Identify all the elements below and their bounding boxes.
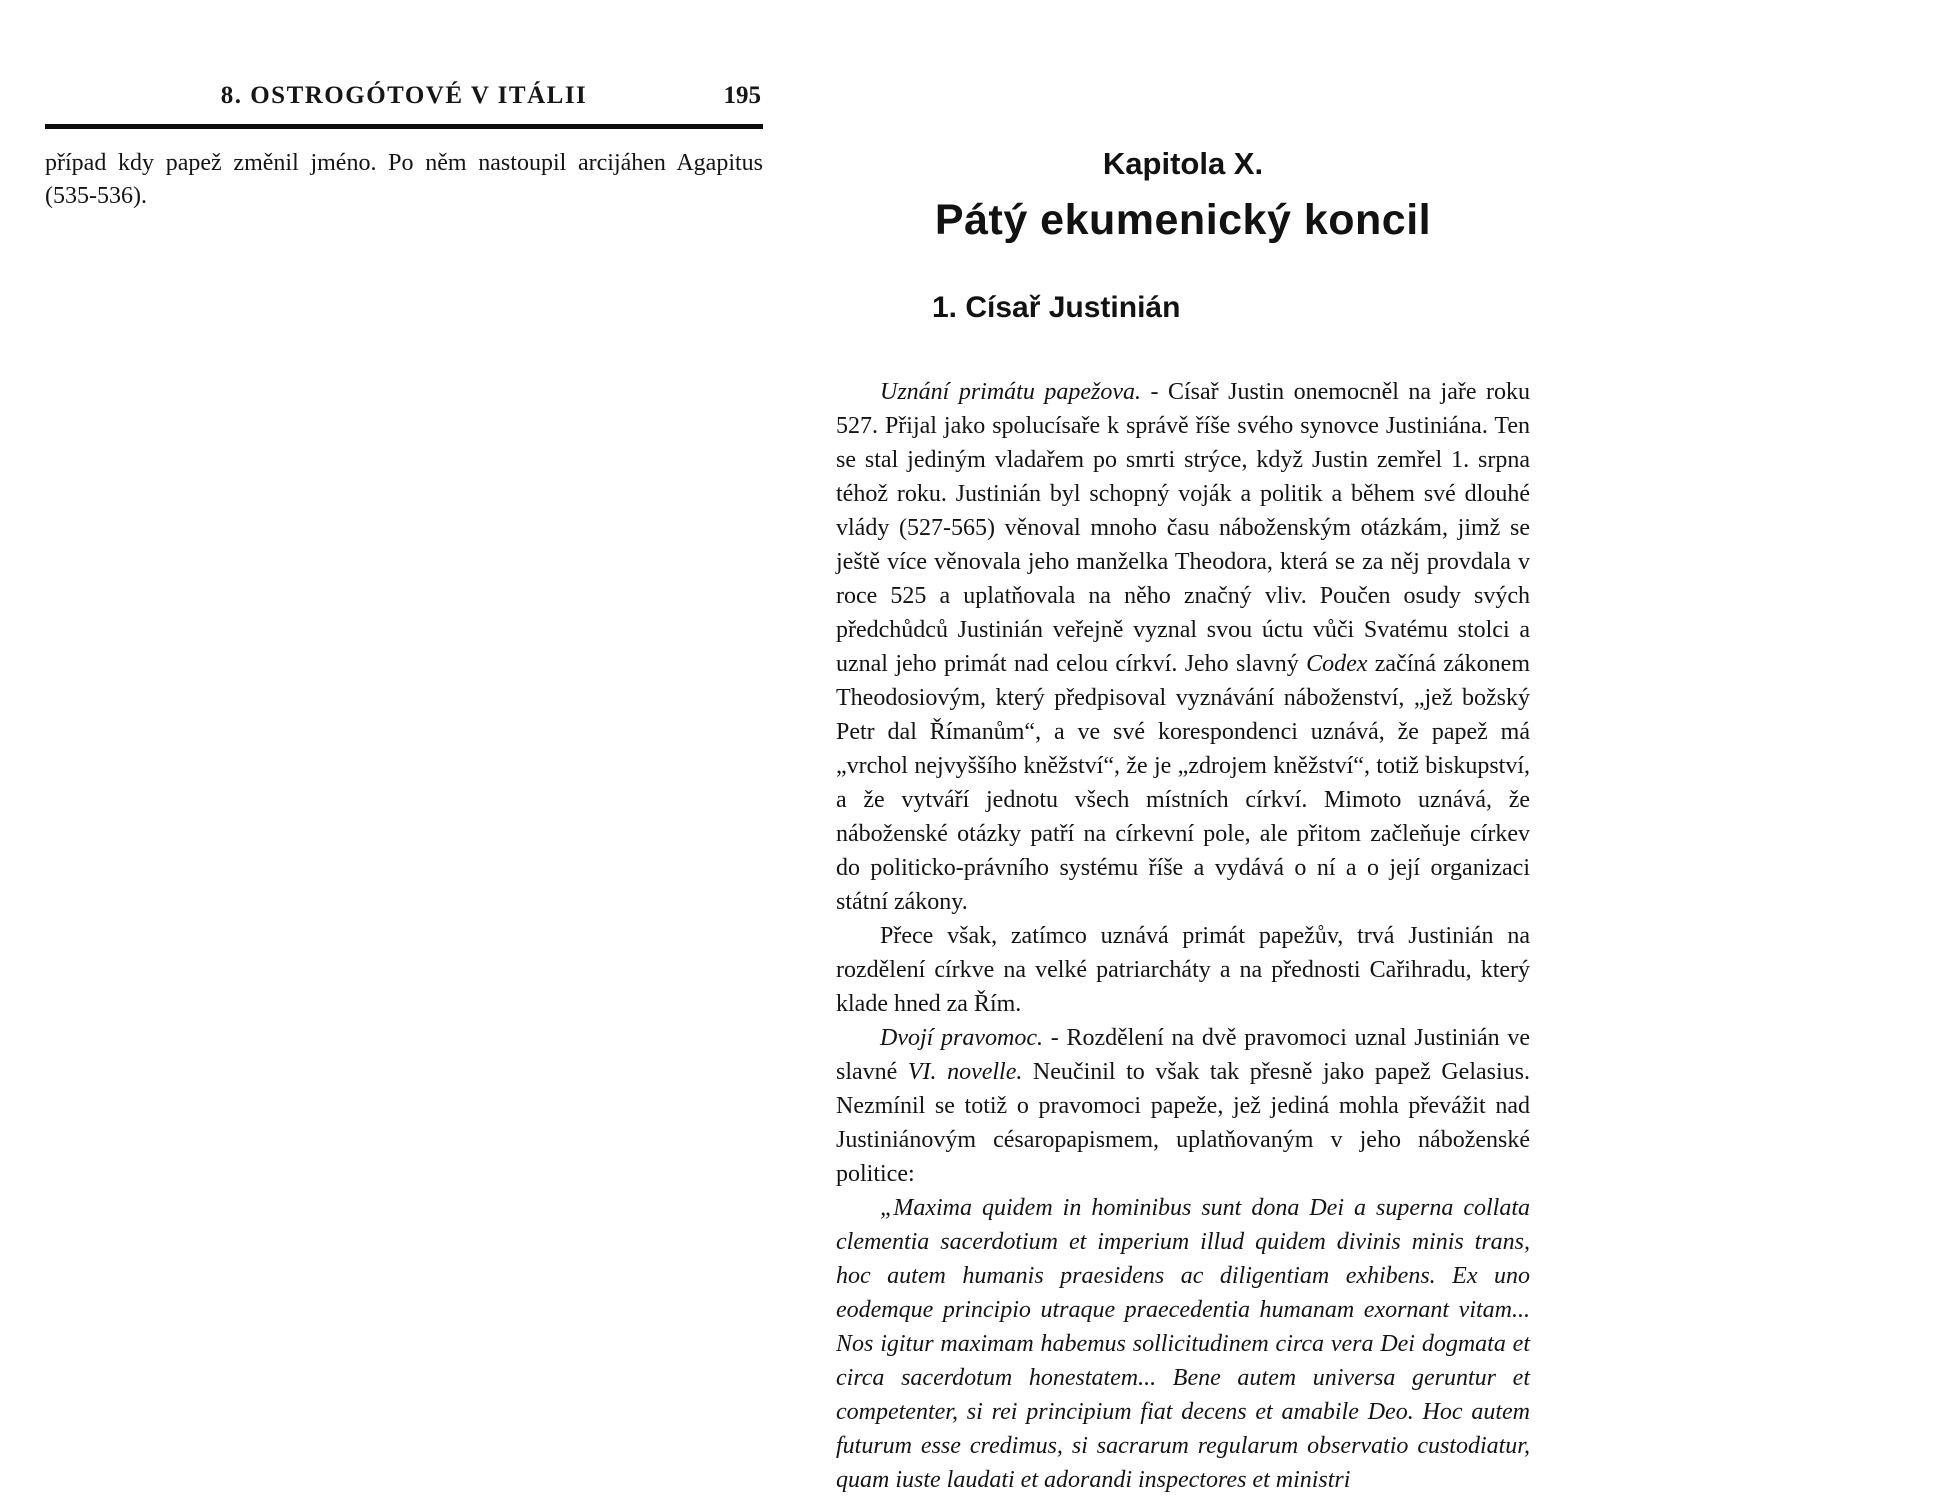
right-page bbox=[836, 146, 1530, 1497]
chapter-label: Kapitola X. bbox=[1102, 146, 1264, 181]
left-page bbox=[45, 82, 763, 213]
paragraph-3 bbox=[836, 1021, 1530, 1191]
paragraph-2: Přece však, zatímco uznává primát papežův, trvá Justinián na rozdělení církve na velké patriarcháty a na přednosti Cařihradu, který klade hned za Řím. bbox=[836, 923, 1530, 1017]
running-header-title: 8. OSTROGÓTOVÉ V ITÁLII bbox=[220, 82, 588, 109]
paragraph-1-lead: Uznání primátu papežova. bbox=[880, 379, 1141, 405]
paragraph-4-latin-quote: „Maxima quidem in hominibus sunt dona Dei a superna collata clementia sacerdotium et imperium illud quidem divinis minis trans, hoc autem humanis praesidens ac diligentiam exhibens. Ex uno eodemque principio utraque praecedentia humanam exornant vitam... Nos igitur maximam habemus sollicitudinem circa vera Dei dogmata et circa sacerdotum honestatem... Bene autem universa geruntur et competenter, si rei principium fiat decens et amabile Deo. Hoc autem futurum esse credimus, si sacrarum regularum observatio custodiatur, quam iuste laudati et adorandi inspectores et ministri bbox=[836, 1195, 1530, 1493]
paragraph-1 bbox=[836, 375, 1530, 919]
section-heading: 1. Císař Justinián bbox=[932, 291, 1181, 324]
page-number-left: 195 bbox=[723, 82, 761, 109]
paragraph-3-lead: Dvojí pravomoc. bbox=[880, 1025, 1044, 1051]
paragraph-3-text-b: Neučinil to však tak přesně jako papež Gelasius. Nezmínil se totiž o pravomoci papeže, jež jediná mohla převážit nad Justiniánovým césaropapismem, uplatňovaným v jeho náboženské politice: bbox=[836, 1059, 1530, 1187]
paragraph-1-text-b: začíná zákonem Theodosiovým, který předpisoval vyznávání náboženství, „jež božský Petr dal Římanům“, a ve své korespondenci uznává, že papež má „vrchol nejvyššího kněžství“, že je „zdrojem kněžství“, totiž biskupství, a že vytváří jednotu všech místních církví. Mimoto uznává, že náboženské otázky patří na církevní pole, ale přitom začleňuje církev do politicko-právního systému říše a vydává o ní a o její organizaci státní zákony. bbox=[836, 651, 1530, 915]
running-header bbox=[45, 82, 763, 118]
paragraph-1-italic-term: Codex bbox=[1306, 651, 1368, 677]
paragraph-1-text-a: - Císař Justin onemocněl na jaře roku 527. Přijal jako spolucísaře k správě říše svého synovce Justiniána. Ten se stal jediným vladařem po smrti strýce, když Justin zemřel 1. srpna téhož roku. Justinián byl schopný voják a politik a během své dlouhé vlády (527-565) věnoval mnoho času náboženským otázkám, jimž se ještě více věnovala jeho manželka Theodora, která se za něj provdala v roce 525 a uplatňovala na něho značný vliv. Poučen osudy svých předchůdců Justinián veřejně vyznal svou úctu vůči Svatému stolci a uznal jeho primát nad celou církví. Jeho slavný bbox=[836, 379, 1530, 677]
left-page-paragraph: případ kdy papež změnil jméno. Po něm nastoupil arcijáhen Agapitus (535-536). bbox=[45, 150, 763, 209]
chapter-title: Pátý ekumenický koncil bbox=[934, 196, 1432, 244]
body-text bbox=[836, 375, 1530, 1497]
header-rule bbox=[45, 124, 763, 129]
paragraph-3-text-a: - Rozdělení na dvě pravomoci uznal Justinián ve slavné bbox=[836, 1025, 1531, 1085]
paragraph-3-italic-term: VI. novelle. bbox=[907, 1059, 1023, 1085]
